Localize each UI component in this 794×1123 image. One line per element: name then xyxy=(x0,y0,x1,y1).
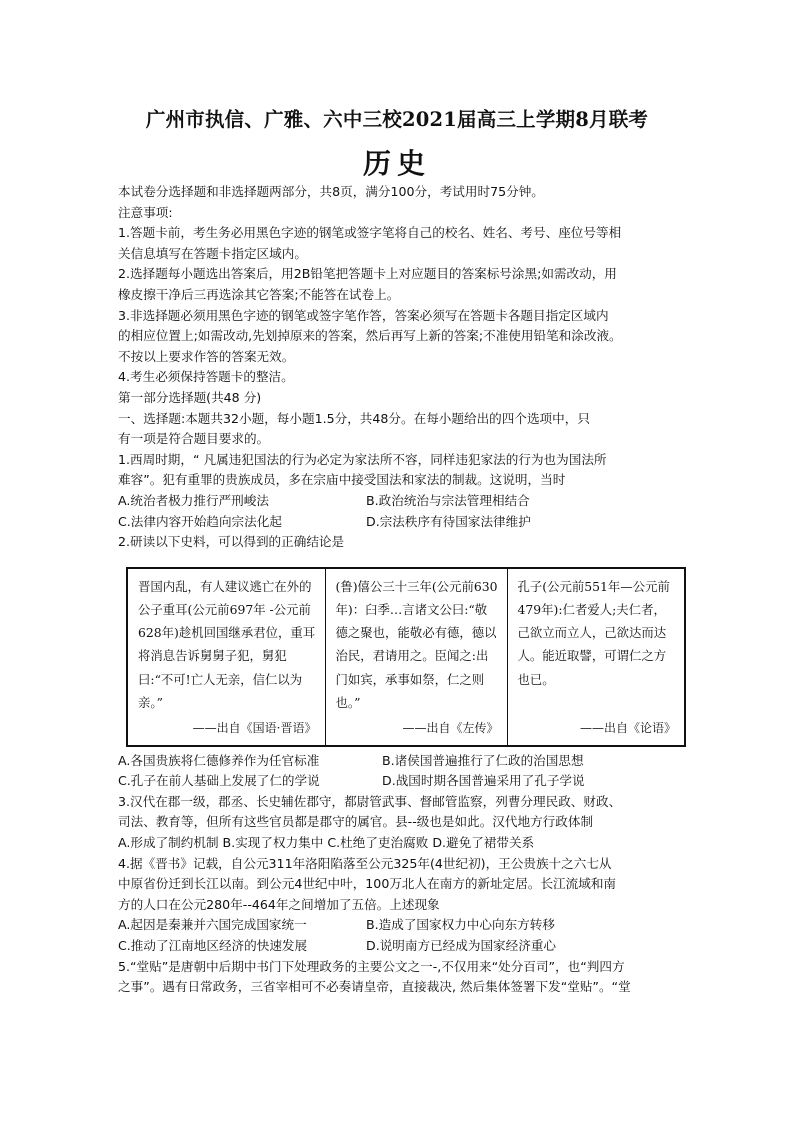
note-line: 4.考生必须保持答题卡的整洁。 xyxy=(118,369,294,385)
exam-title: 广州市执信、广雅、六中三校2021届高三上学期8月联考 xyxy=(145,108,649,131)
q2-options-row xyxy=(118,751,684,772)
notes-title: 注意事项: xyxy=(118,204,173,220)
source-text: 孔子(公元前551年—公元前479年):仁者爱人;夫仁者，己欲立而立人，己欲达而达人。能近取譬，可谓仁之方也已。 xyxy=(517,578,670,687)
source-cell xyxy=(325,568,507,746)
q1-stem: 难容”。犯有重罪的贵族成员，多在宗庙中接受国法和家法的制裁。这说明，当时 xyxy=(118,472,566,488)
q2-option-a: A.各国贵族将仁德修养作为任官标准 xyxy=(118,752,320,768)
q5-stem: 之事”。遇有日常政务，三省宰相可不必奏请皇帝，直接裁决, 然后集体签署下发“堂贴”。“堂 xyxy=(118,979,631,995)
subject-title: 历史 xyxy=(362,147,431,180)
note-line: 的相应位置上;如需改动,先划掉原来的答案，然后再写上新的答案;不准使用铅笔和涂改液。 xyxy=(118,328,622,344)
q4-option-a: A.起因是秦兼并六国完成国家统一 xyxy=(118,917,307,933)
q4-options-row xyxy=(118,915,684,936)
q2-option-b: B.诸侯国普遍推行了仁政的治国思想 xyxy=(382,752,584,768)
q2-option-d: D.战国时期各国普遍采用了孔子学说 xyxy=(382,773,585,789)
exam-body xyxy=(118,182,684,998)
q2-options-row xyxy=(118,771,684,792)
q3-options: A.形成了制约机制 B.实现了权力集中 C.杜绝了吏治腐败 D.避免了裙带关系 xyxy=(118,835,535,851)
q4-stem: 方的人口在公元280年--464年之间增加了五倍。上述现象 xyxy=(118,896,440,912)
source-citation: ——出自《论语》 xyxy=(579,721,676,736)
note-line: 关信息填写在答题卡指定区域内。 xyxy=(118,245,307,261)
q3-stem: 司法、教育等，但所有这些官员都是郡守的属官。县--级也是如此。汉代地方行政体制 xyxy=(118,814,594,830)
source-cell xyxy=(507,568,685,746)
q4-stem: 中原省份迁到长江以南。到公元4世纪中叶，100万北人在南方的新址定居。长江流域和南 xyxy=(118,876,617,892)
q4-options-row xyxy=(118,936,684,957)
q3-stem: 3.汉代在郡一级，郡丞、长史辅佐郡守，都尉管武事、督邮管监察，列曹分理民政、财政、 xyxy=(118,793,622,809)
source-citation: ——出自《左传》 xyxy=(402,721,499,736)
exam-summary: 本试卷分选择题和非选择题两部分，共8页，满分100分，考试用时75分钟。 xyxy=(118,184,544,199)
q1-options-row xyxy=(118,491,684,512)
note-line: 1.答题卡前，考生务必用黑色字迹的钢笔或签字笔将自己的校名、姓名、考号、座位号等相 xyxy=(118,225,622,241)
note-line: 3.非选择题必须用黑色字迹的钢笔或签字笔作答，答案必须写在答题卡各题目指定区域内 xyxy=(118,307,609,323)
part1-heading: 第一部分选择题(共48 分) xyxy=(118,389,262,405)
q1-option-a: A.统治者极力推行严刑峻法 xyxy=(118,492,269,508)
source-text: 晋国内乱，有人建议逃亡在外的公子重耳(公元前697年 -公元前628年)趁机回国继承君位，重耳将消息告诉舅舅子犯，舅犯曰:“不可!亡人无亲，信仁以为亲。” xyxy=(138,578,316,710)
q2-stem: 2.研读以下史料，可以得到的正确结论是 xyxy=(118,534,345,550)
q1-option-c: C.法律内容开始趋向宗法化起 xyxy=(118,513,282,529)
q4-option-d: D.说明南方已经成为国家经济重心 xyxy=(366,938,557,954)
note-line: 不按以上要求作答的答案无效。 xyxy=(118,348,295,364)
q4-option-c: C.推动了江南地区经济的快速发展 xyxy=(118,938,308,954)
note-line: 2.选择题每小题选出答案后，用2B铅笔把答题卡上对应题目的答案标号涂黑;如需改动，用 xyxy=(118,266,617,282)
q5-stem: 5.“堂贴”是唐朝中后期中书门下处理政务的主要公文之一-,不仅用来“处分百司”，也“判四方 xyxy=(118,958,625,974)
source-citation: ——出自《国语·晋语》 xyxy=(192,721,317,736)
q4-option-b: B.造成了国家权力中心向东方转移 xyxy=(366,917,555,933)
q1-options-row xyxy=(118,512,684,533)
q1-stem: 1.西周时期，“ 凡属违犯国法的行为必定为家法所不容，同样违犯家法的行为也为国法所 xyxy=(118,451,607,467)
source-cell xyxy=(127,568,325,746)
q2-source-table xyxy=(126,567,686,747)
part1-instruction: 一、选择题:本题共32小题，每小题1.5分，共48分。在每小题给出的四个选项中，只 xyxy=(118,410,590,426)
note-line: 橡皮擦干净后三再选涂其它答案;不能答在试卷上。 xyxy=(118,286,400,302)
part1-instruction: 有一项是符合题目要求的。 xyxy=(118,431,270,447)
q2-option-c: C.孔子在前人基础上发展了仁的学说 xyxy=(118,773,320,789)
source-text: (鲁)僖公三十三年(公元前630年)：臼季…言诸文公曰:“敬德之聚也，能敬必有德，德以治民，君请用之。臣闻之:出门如宾，承事如祭，仁之则也。” xyxy=(335,578,498,710)
q2-source-table-wrap xyxy=(118,553,684,751)
q4-stem: 4.据《晋书》记载，自公元311年洛阳陷落至公元325年(4世纪初)，王公贵族十之六七从 xyxy=(118,855,612,871)
q1-option-d: D.宗法秩序有待国家法律维护 xyxy=(366,513,531,529)
q1-option-b: B.政治统治与宗法管理相结合 xyxy=(366,492,530,508)
